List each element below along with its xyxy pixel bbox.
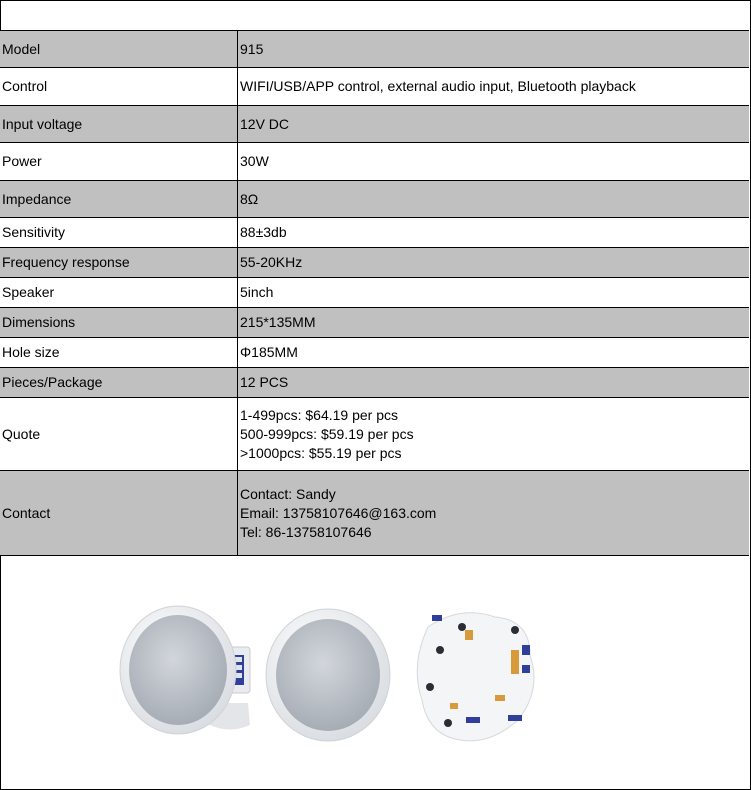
spec-value: 8Ω — [238, 181, 750, 218]
spec-row-contact — [0, 471, 749, 556]
spec-value: 215*135MM — [238, 308, 750, 338]
spec-row-frequency-response — [0, 248, 749, 278]
spec-label: Input voltage — [0, 106, 238, 143]
spec-row-input-voltage — [0, 106, 749, 143]
spec-row-impedance — [0, 181, 749, 218]
spec-row-control — [0, 68, 749, 106]
spec-label: Contact — [0, 471, 238, 556]
spec-row-power — [0, 143, 749, 181]
spec-value: 12 PCS — [238, 368, 750, 398]
spec-label: Sensitivity — [0, 218, 238, 248]
contact-value — [238, 471, 750, 556]
spec-row-hole-size — [0, 338, 749, 368]
spec-value: 5inch — [238, 278, 750, 308]
spec-label: Control — [0, 68, 238, 106]
contact-line: Contact: Sandy — [240, 485, 336, 502]
spec-value: WIFI/USB/APP control, external audio input, Bluetooth playback — [238, 68, 750, 106]
spec-label: Dimensions — [0, 308, 238, 338]
quote-value — [238, 398, 750, 471]
spec-table — [0, 30, 749, 556]
spec-label: Impedance — [0, 181, 238, 218]
spec-label: Frequency response — [0, 248, 238, 278]
speaker-front-view — [266, 609, 390, 741]
spec-label: Power — [0, 143, 238, 181]
spec-value: 12V DC — [238, 106, 750, 143]
spec-row-sensitivity — [0, 218, 749, 248]
spec-row-dimensions — [0, 308, 749, 338]
spec-value: Φ185MM — [238, 338, 750, 368]
contact-line: Tel: 86-13758107646 — [240, 523, 372, 540]
spec-value: 88±3db — [238, 218, 750, 248]
spec-label: Speaker — [0, 278, 238, 308]
spec-value: 30W — [238, 143, 750, 181]
spec-value: 55-20KHz — [238, 248, 750, 278]
speaker-back-view — [417, 613, 534, 741]
contact-line: Email: 13758107646@163.com — [240, 504, 437, 521]
spec-value: 915 — [238, 31, 750, 68]
spec-label: Model — [0, 31, 238, 68]
spec-row-pieces-package — [0, 368, 749, 398]
spec-row-speaker — [0, 278, 749, 308]
quote-line: 1-499pcs: $64.19 per pcs — [240, 406, 398, 423]
spec-label: Hole size — [0, 338, 238, 368]
spec-label: Quote — [0, 398, 238, 471]
spec-row-quote — [0, 398, 749, 471]
quote-line: 500-999pcs: $59.19 per pcs — [240, 425, 414, 442]
spec-label: Pieces/Package — [0, 368, 238, 398]
quote-line: >1000pcs: $55.19 per pcs — [240, 444, 402, 461]
speaker-angled-view — [120, 606, 250, 734]
product-photo — [110, 595, 570, 755]
spec-row-model — [0, 31, 749, 68]
